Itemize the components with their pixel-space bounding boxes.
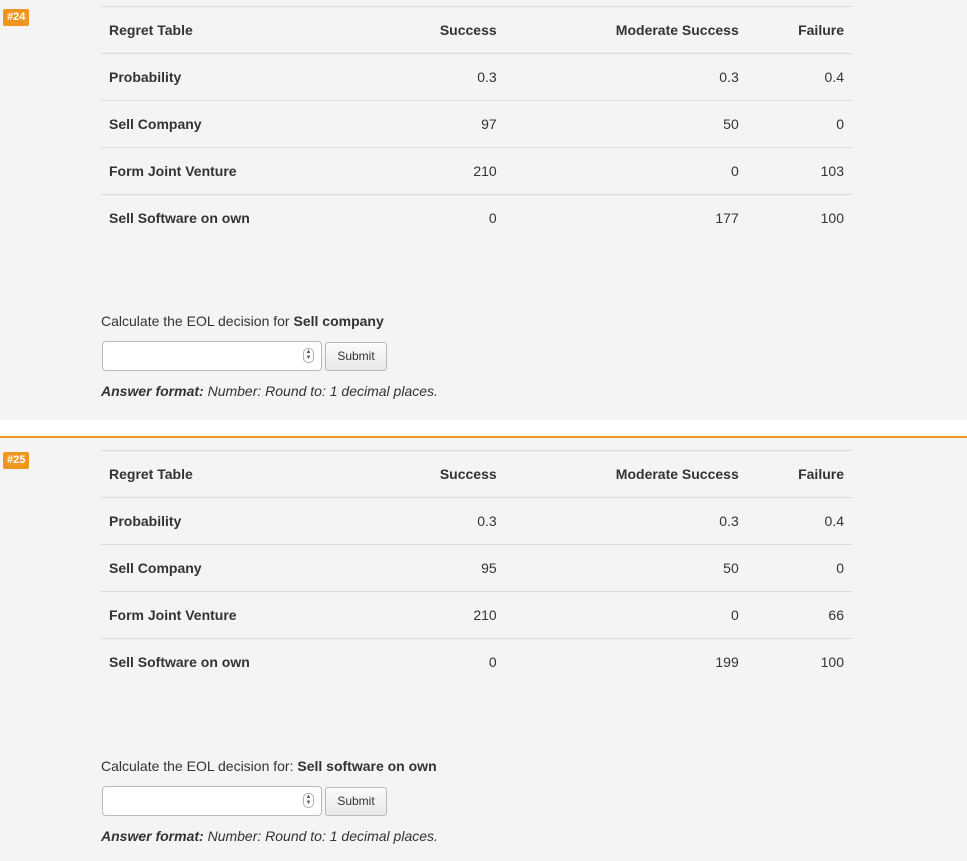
- table-header-cell: Success: [364, 451, 505, 498]
- table-cell: 100: [747, 195, 852, 242]
- regret-table: [101, 6, 852, 241]
- prompt-decision: Sell software on own: [297, 758, 437, 774]
- question-prompt: [101, 758, 437, 774]
- table-cell: 0: [364, 639, 505, 686]
- table-row: [101, 148, 852, 195]
- table-cell: 177: [505, 195, 747, 242]
- table-header-cell: Moderate Success: [505, 7, 747, 54]
- spinner-icon[interactable]: ▲ ▼: [303, 793, 314, 808]
- prompt-text: Calculate the EOL decision for: [101, 313, 294, 329]
- answer-format-note: [101, 828, 438, 844]
- table-cell: 0.3: [364, 54, 505, 101]
- table-cell: 199: [505, 639, 747, 686]
- table-header-cell: Success: [364, 7, 505, 54]
- question-prompt: [101, 313, 384, 329]
- answer-format-note: [101, 383, 438, 399]
- row-label: Sell Company: [101, 545, 364, 592]
- answer-number-input[interactable]: [102, 341, 322, 371]
- answer-format-text: Number: Round to: 1 decimal places.: [203, 383, 438, 399]
- question-number-badge: #25: [3, 452, 29, 469]
- table-cell: 210: [364, 148, 505, 195]
- table-row: [101, 101, 852, 148]
- prompt-decision: Sell company: [293, 313, 384, 329]
- table-cell: 95: [364, 545, 505, 592]
- table-row: [101, 54, 852, 101]
- table-cell: 0.4: [747, 54, 852, 101]
- row-label: Form Joint Venture: [101, 148, 364, 195]
- table-header-cell: Moderate Success: [505, 451, 747, 498]
- table-header-cell: Failure: [747, 7, 852, 54]
- table-header-row: [101, 7, 852, 54]
- table-header-cell: Regret Table: [101, 451, 364, 498]
- question-number-badge: #24: [3, 9, 29, 26]
- regret-table: [101, 450, 852, 685]
- table-cell: 0: [747, 101, 852, 148]
- row-label: Sell Company: [101, 101, 364, 148]
- table-cell: 0: [747, 545, 852, 592]
- table-cell: 100: [747, 639, 852, 686]
- table-cell: 210: [364, 592, 505, 639]
- question-25: [0, 436, 967, 861]
- table-cell: 0: [505, 592, 747, 639]
- table-cell: 103: [747, 148, 852, 195]
- row-label: Form Joint Venture: [101, 592, 364, 639]
- table-header-row: [101, 451, 852, 498]
- table-cell: 50: [505, 101, 747, 148]
- table-cell: 0.3: [364, 498, 505, 545]
- table-cell: 0.4: [747, 498, 852, 545]
- table-header-cell: Failure: [747, 451, 852, 498]
- table-header-cell: Regret Table: [101, 7, 364, 54]
- table-cell: 0: [505, 148, 747, 195]
- answer-format-label: Answer format:: [101, 828, 204, 844]
- table-cell: 66: [747, 592, 852, 639]
- table-cell: 0: [364, 195, 505, 242]
- question-24: [0, 0, 967, 420]
- table-cell: 97: [364, 101, 505, 148]
- row-label: Sell Software on own: [101, 195, 364, 242]
- table-row: [101, 195, 852, 242]
- answer-format-text: Number: Round to: 1 decimal places.: [203, 828, 438, 844]
- table-cell: 0.3: [505, 498, 747, 545]
- table-row: [101, 545, 852, 592]
- spinner-icon[interactable]: ▲ ▼: [303, 348, 314, 363]
- table-row: [101, 639, 852, 686]
- row-label: Sell Software on own: [101, 639, 364, 686]
- answer-format-label: Answer format:: [101, 383, 204, 399]
- submit-button[interactable]: Submit: [325, 787, 387, 816]
- prompt-text: Calculate the EOL decision for:: [101, 758, 298, 774]
- row-label: Probability: [101, 498, 364, 545]
- table-row: [101, 498, 852, 545]
- answer-number-input[interactable]: [102, 786, 322, 816]
- row-label: Probability: [101, 54, 364, 101]
- submit-button[interactable]: Submit: [325, 342, 387, 371]
- table-cell: 50: [505, 545, 747, 592]
- table-row: [101, 592, 852, 639]
- table-cell: 0.3: [505, 54, 747, 101]
